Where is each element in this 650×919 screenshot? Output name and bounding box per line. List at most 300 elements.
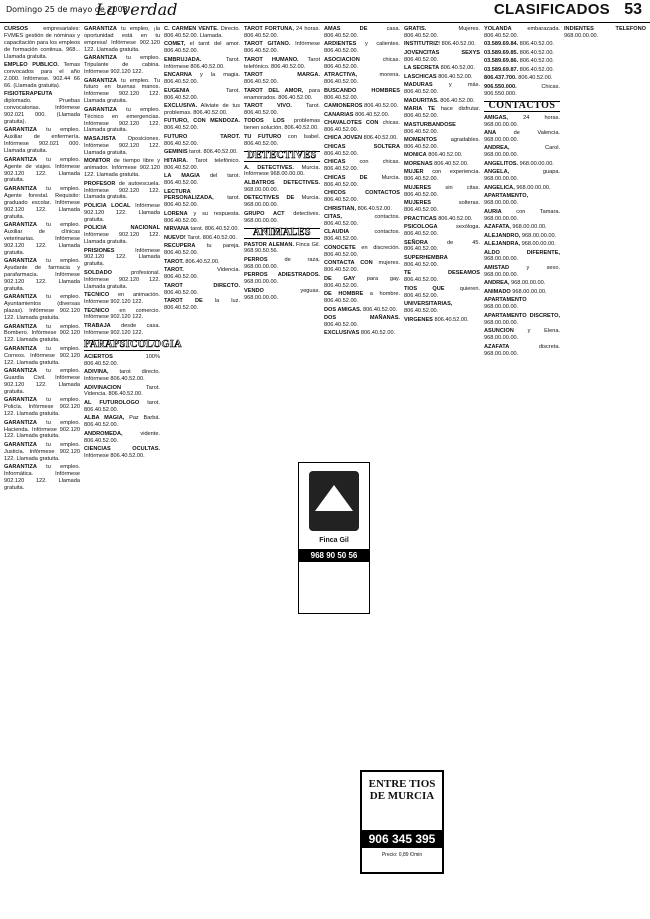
classified-ad: [324, 103, 400, 110]
ad-keyword: GRUPO ACT: [244, 210, 285, 217]
ad-keyword: TECNICO: [84, 307, 110, 314]
entre-tios-murcia-ad: [360, 770, 444, 874]
classified-ad: [324, 41, 400, 55]
ad-text: tu empleo. Ayudante de farmacia y parafarmacia. Infórmese 902.120 122. Llamada gratuita.: [4, 258, 80, 292]
ad-text: tu empleo. Auxiliar de clínicas veterinarias. Infórmese 902.120 122. Llamada gratuita.: [4, 222, 80, 256]
ad-keyword: ARDIENTES: [324, 41, 357, 48]
classified-ad: [244, 242, 320, 256]
ad-text: tu empleo. Agente de viajes. Infórmese 902.120 122. Llamada gratuita.: [4, 156, 80, 184]
ad-text: tu empleo. Tripulante de cabina. Infórmese 902.120 122.: [84, 55, 160, 76]
classified-ad: [244, 272, 320, 286]
classified-ad: [484, 169, 560, 183]
ad-text: casa. 806.40.52.00.: [324, 26, 400, 39]
classified-ad: [484, 58, 560, 65]
ad-keyword: COMET,: [164, 41, 186, 48]
ad-text: tu empleo. Hacienda. Infórmese 902.120 122. Llamada gratuita.: [4, 419, 80, 440]
classified-ad: [324, 214, 400, 228]
ad-text: 968.00.00.00.: [564, 32, 599, 39]
classified-ad: [484, 209, 560, 223]
classified-ad: [164, 235, 240, 242]
ad-keyword: INDIENTES TELEFONO: [564, 26, 646, 32]
ad-text: y calientes. 806.40.52.00.: [324, 41, 400, 55]
ads-list: [84, 354, 160, 460]
ad-keyword: DETECTIVES DE: [244, 195, 295, 202]
ad-keyword: GARANTIZA: [4, 464, 37, 471]
classified-ad: [324, 315, 400, 329]
ad-text: con experiencia. 806.40.52.00.: [404, 169, 480, 183]
ad-keyword: AMIGAS,: [484, 114, 508, 121]
ads-list: [244, 26, 320, 148]
ad-keyword: CHICAS: [324, 159, 346, 166]
ad-text: 806.40.52.00.: [324, 94, 359, 101]
ad-text: Infórmese 902.120 122. Llamada gratuita.: [84, 232, 160, 246]
ad-text: tu empleo. Guardia Civil. Infórmese 902.120 122. Llamada gratuita.: [4, 368, 80, 395]
ad-keyword: ENCARNA: [164, 72, 192, 79]
column-3: [164, 26, 240, 914]
classified-ad: [4, 346, 80, 367]
ad-keyword: GRATIS.: [404, 26, 427, 32]
classified-ad: [4, 324, 80, 345]
classified-ad: [164, 298, 240, 312]
ad-keyword: 806.437.700.: [484, 75, 517, 82]
ad-text: 24 horas. 968.00.00.00.: [484, 114, 560, 128]
ad-keyword: FISIOTERAPEUTA: [4, 91, 53, 98]
ad-text: 806.40.52.00.: [356, 205, 392, 212]
classified-ad: [244, 165, 320, 179]
ad-text: Tarot. 806.40.52.00.: [244, 103, 320, 116]
ad-text: 806.40.52.00.: [362, 135, 398, 142]
classified-ad: [484, 75, 560, 82]
classified-ad: [244, 88, 320, 102]
ads-list: [4, 26, 80, 492]
classified-ad: [4, 186, 80, 221]
ad-keyword: MADURITAS.: [404, 97, 439, 104]
ad-keyword: GARANTIZA: [4, 397, 37, 404]
ad-keyword: EMPLEO PUBLICO.: [4, 62, 59, 69]
classified-ad: [324, 276, 400, 290]
ad-keyword: MONICA: [404, 152, 427, 159]
ad-keyword: ALDO DIFERENTE,: [484, 249, 560, 256]
ad-text: 968.00.00.00.: [510, 288, 547, 295]
classified-ad: [84, 415, 160, 429]
ad-text: tu empleo. Correos. Infórmese 902.120 122. Llamada gratuita.: [4, 345, 80, 366]
classified-ad: [404, 286, 480, 300]
classified-ad: [564, 26, 646, 40]
ad-text: desde casa. Infórmese 902.120 122.: [84, 322, 160, 336]
ad-keyword: GARANTIZA: [4, 185, 37, 192]
classified-ad: [244, 103, 320, 117]
finca-gil-ad: [298, 462, 370, 614]
ad-text: agradables. 806.40.52.00.: [404, 137, 480, 150]
ad-keyword: 03.589.69.85.: [484, 49, 519, 56]
ad-keyword: SUPERHEMBRA: [404, 254, 448, 261]
ad-keyword: VENDO: [244, 287, 264, 294]
classified-ad: [164, 158, 240, 172]
classified-ad: [84, 323, 160, 337]
classified-ad: [84, 431, 160, 445]
ad-text: 806.40.52.00.: [164, 125, 199, 132]
ad-keyword: ASOCIACION: [324, 56, 360, 63]
ad-text: 806.40.52.00.: [440, 41, 476, 48]
classified-ad: [84, 55, 160, 76]
ad-keyword: GARANTIZA: [84, 106, 117, 113]
ad-text: 24 horas. 806.40.52.00.: [244, 26, 320, 39]
ad-text: tarot directo. Infórmese 806.40.52.00.: [84, 369, 160, 382]
classified-ad: [404, 41, 480, 48]
classified-ad: [324, 330, 400, 337]
ads-list: [324, 26, 400, 337]
ad-keyword: DOS AMIGAS.: [324, 306, 362, 313]
ad-keyword: CITAS,: [324, 214, 342, 221]
section-heading-animales: ANIMALES: [244, 228, 320, 239]
classified-ad: [484, 344, 560, 358]
classified-ad: [84, 446, 160, 460]
ad-keyword: TAROT DE: [164, 298, 203, 304]
classified-ad: [164, 118, 240, 132]
ad-keyword: APARTAMENTO DISCRETO,: [484, 312, 560, 319]
classified-ad: [324, 88, 400, 102]
ad-text: y su respuesta. 806.40.52.00.: [164, 210, 240, 224]
ad-keyword: ALEJANDRO,: [484, 232, 521, 239]
classified-ad: [84, 107, 160, 135]
classified-ad: [4, 368, 80, 396]
ad-keyword: PRISIONES: [84, 247, 115, 254]
ad-keyword: CHICOS CONTACTOS: [324, 190, 400, 197]
classified-ad: [484, 26, 560, 40]
classified-ad: [84, 400, 160, 414]
ad-keyword: MARIA TE: [404, 106, 435, 113]
ad-keyword: LA MAGIA: [164, 173, 200, 180]
classified-ad: [4, 397, 80, 418]
ad-text: 806.40.52.00.: [426, 152, 463, 159]
ad-text: 806.40.52.00.: [359, 330, 396, 337]
ad-text: 968.00.00.00.: [518, 160, 554, 167]
classified-ad: [164, 134, 240, 148]
ad-keyword: TAROT.: [164, 267, 184, 274]
ad-keyword: GARANTIZA: [84, 77, 117, 84]
classified-ad: [404, 82, 480, 96]
ad-keyword: EUGENIA: [164, 87, 190, 94]
ad-text: 806.40.52.00.: [164, 140, 199, 147]
classified-ad: [484, 297, 560, 311]
section-heading-parapsicologia: PARAPSICOLOGIA: [84, 338, 182, 350]
ad-text: tu empleo. Tu futuro en buenas manos. Infórmese 902.120 122. Llamada gratuita.: [84, 77, 160, 105]
ad-keyword: CHICA JOVEN: [324, 135, 363, 142]
ad-text: guapa. 968.00.00.00.: [484, 169, 560, 183]
section-heading-contactos: CONTACTOS: [484, 101, 560, 112]
ad-keyword: MUJERES: [404, 200, 432, 207]
classified-ad: [404, 216, 480, 223]
classified-ad: [324, 112, 400, 119]
ad-keyword: ALBA MAGIA,: [84, 415, 125, 422]
ad-text: 806.40.52.00.: [404, 128, 439, 135]
ad-keyword: GARANTIZA: [4, 258, 37, 265]
classified-ad: [324, 229, 400, 243]
ad-keyword: GARANTIZA: [4, 323, 37, 330]
classified-ad: [324, 72, 400, 86]
ad-text: Tarot. Infórmese 806.40.52.00.: [164, 56, 240, 70]
ad-keyword: ANDREA,: [484, 280, 510, 287]
ad-keyword: LA SECRETA: [404, 65, 440, 72]
classified-ad: [484, 67, 560, 74]
classified-ad: [404, 301, 480, 315]
ad-text: tarot. 806.40.52.00.: [188, 226, 240, 233]
ad-text: Murcia. Infórmese 968.00.00.00.: [244, 164, 320, 178]
ad-keyword: EXCLUSIVAS: [324, 330, 360, 337]
ad-keyword: ANGELICA,: [484, 184, 515, 191]
ad-text: Temas convocados para el año 2.000. Infórmese. 902.44 66 66. (Llamada gratuita).: [4, 62, 80, 89]
ad-keyword: 03.589.69.86.: [484, 58, 519, 65]
ad-keyword: ALEJANDRA,: [484, 241, 521, 248]
ad-keyword: ANIMADO: [484, 288, 511, 295]
classified-ad: [244, 211, 320, 225]
ad-text: Oposiciones. Infórmese 902.120 122. Llamada gratuita.: [84, 135, 160, 156]
classified-ad: [404, 200, 480, 214]
ad-keyword: MONITOR: [84, 158, 111, 165]
ad-text: con Tamara. 968.00.00.00.: [484, 208, 560, 222]
ad-text: 806.40.52.00.: [438, 97, 475, 104]
classified-ad: [484, 115, 560, 129]
classified-ad: [404, 169, 480, 183]
classified-ad: [404, 270, 480, 284]
ad-text: Paz Barbá. 806.40.52.00.: [84, 415, 160, 429]
ad-text: 968.00.00.00.: [244, 186, 279, 193]
ad-text: de autoescuela. Infórmese 902.120 122. Llamada gratuita.: [84, 180, 160, 201]
ad-text: del tarot. 806.40.52.00.: [164, 173, 240, 187]
ads-list: [484, 26, 560, 98]
ad-text: tu empleo. Ayuntamientos (diversas plazas). Infórmese 902.120 122. Llamada gratuita.: [4, 294, 80, 321]
classified-ad: [324, 120, 400, 134]
ad-text: de raza. 968.00.00.00.: [244, 256, 320, 270]
ad-keyword: MOMENTOS: [404, 137, 437, 144]
ad-keyword: ANDROMEDA,: [84, 430, 123, 437]
ad-text: 806.40.52.00.: [518, 58, 554, 65]
ad-keyword: GARANTIZA: [4, 419, 37, 426]
ad-text: de 45. 806.40.52.00.: [404, 239, 480, 253]
ad-text: chicas. 806.40.52.00.: [324, 56, 400, 70]
ad-text: 806.40.52.00.: [361, 306, 398, 313]
ad-text: Tarot. 806.40.52.00.: [185, 234, 237, 241]
ad-keyword: FUTURO TAROT.: [164, 133, 240, 140]
ad-text: contactos. 806.40.52.00.: [324, 214, 400, 227]
ad-text: tu empleo, ¡la oportunidad está en tu empresa! Infórmese 902.120 122. Llamada gratuita.: [84, 26, 160, 53]
finca-logo-image: [309, 471, 359, 531]
classified-ad: [164, 41, 240, 55]
ad-text: a hombre. 806.40.52.00.: [324, 291, 401, 304]
ad-keyword: A. DETECTIVES.: [244, 164, 294, 171]
classified-ad: [164, 267, 240, 281]
ad-keyword: PRACTICAS: [404, 215, 437, 222]
ad-keyword: POLICIA NACIONAL: [84, 225, 160, 232]
ad-keyword: ANGELA,: [484, 169, 510, 176]
ad-text: Tarot telefónico. 806.40.52.00.: [164, 157, 240, 171]
header-brand: La verdad: [96, 0, 178, 19]
ad-keyword: MADURAS: [404, 82, 433, 89]
ads-list: [164, 26, 240, 312]
ad-keyword: ATRACTIVA,: [324, 72, 358, 79]
classified-ad: [244, 195, 320, 209]
classified-ad: [84, 78, 160, 106]
classified-ad: [484, 265, 560, 279]
ad-keyword: MASTURBANDOSE: [404, 121, 456, 128]
ad-keyword: GARANTIZA: [4, 345, 37, 352]
classified-ad: [244, 41, 320, 55]
classified-ad: [404, 224, 480, 238]
ad-keyword: 03.589.69.84.: [484, 41, 519, 48]
classified-ad: [4, 62, 80, 90]
ad-text: Directo. 806.40.52.00. Llamada.: [164, 26, 240, 39]
classified-ad: [4, 464, 80, 492]
ad-keyword: DE GAY: [324, 275, 356, 282]
ad-keyword: ADIVINA,: [84, 369, 109, 376]
ad-keyword: LECTURA PERSONALIZADA,: [164, 188, 214, 202]
classified-ad: [244, 72, 320, 86]
ad-text: vidente. 806.40.52.00.: [84, 430, 160, 444]
page-header: [0, 0, 650, 23]
ad-keyword: CHRISTIAN,: [324, 205, 357, 212]
ad-keyword: TODOS LOS: [244, 118, 285, 125]
ad-text: 806.40.52.00.: [518, 49, 554, 56]
ad-text: 806.40.52.00.: [183, 258, 220, 265]
classified-ad: [404, 152, 480, 159]
classified-ad: [324, 144, 400, 158]
ad-text: 968.00.00.00.: [484, 200, 519, 207]
ad-keyword: INSTITUTRIZ!: [404, 41, 441, 48]
classified-ad: [484, 233, 560, 240]
ad-keyword: GARANTIZA: [4, 368, 37, 375]
classified-ad: [404, 74, 480, 81]
classified-ad: [4, 157, 80, 185]
ad-keyword: NUEVO!: [164, 234, 186, 241]
classified-ad: [84, 385, 160, 399]
classified-ad: [484, 224, 560, 231]
ad-text: de Valencia. 968.00.00.00.: [484, 130, 560, 143]
ad-keyword: HITAIRA.: [164, 157, 188, 164]
ad-text: 806.40.52.00.: [404, 56, 439, 63]
ad-text: Aliviate de tus problemas. 806.40.52.00.: [164, 103, 240, 116]
ad-text: 968.00.00.00.: [509, 280, 546, 287]
classified-ad: [484, 84, 560, 98]
classified-ad: [324, 57, 400, 71]
classified-ad: [484, 130, 560, 144]
ad-text: sexóloga. 806.40.52.00.: [404, 224, 480, 238]
ad-keyword: TAROT.: [164, 258, 184, 265]
ad-text: 968.00.00.00.: [520, 241, 556, 248]
ad-keyword: PERROS: [244, 256, 268, 263]
ad-keyword: GARANTIZA: [4, 156, 37, 163]
ad-keyword: DE HOMBRE: [324, 291, 364, 298]
ad-text: hace disfrutar. 806.40.52.00.: [404, 106, 480, 120]
ad-keyword: CONTACTA CON: [324, 260, 373, 267]
ad-keyword: AL FUTUROLOGO: [84, 399, 140, 406]
ad-text: en comercio. Infórmese 902.120 122.: [84, 307, 160, 321]
ad-keyword: LORENA: [164, 210, 188, 217]
classified-ad: [324, 307, 400, 314]
ad-text: Infórmese 902.120 122. Llamada gratuita.: [84, 247, 160, 268]
ad-text: para enamorados. 806.40.52.00.: [244, 87, 320, 101]
ad-text: en animación. Infórmese 902.120 122.: [84, 292, 160, 306]
classified-ad: [164, 72, 240, 86]
ad-text: tarot. 806.40.52.00.: [84, 399, 160, 413]
classified-ad: [84, 369, 160, 383]
classified-ad: [404, 26, 480, 40]
ad-keyword: 03.589.69.87.: [484, 66, 519, 73]
classified-ad: [404, 255, 480, 269]
classified-ad: [4, 258, 80, 293]
finca-phone: 968 90 50 56: [299, 549, 369, 562]
classified-ad: [164, 226, 240, 233]
ad-text: 806.40.52.00.: [362, 103, 399, 110]
ad-keyword: AMAS DE: [324, 26, 368, 32]
ad-text: Infórmese 806.40.52.00.: [84, 453, 145, 460]
ad-keyword: TAROT DEL AMOR,: [244, 87, 304, 94]
ad-keyword: ANGELITOS.: [484, 160, 519, 167]
murcia-ad-title: ENTRE TIOS DE MURCIA: [368, 778, 436, 802]
classified-ad: [484, 50, 560, 57]
ad-keyword: VIRGENES: [404, 316, 433, 323]
ad-text: 100% 806.40.52.00.: [84, 353, 160, 367]
classified-ad: [244, 26, 320, 40]
ad-keyword: TAROT HUMANO.: [244, 56, 299, 63]
ad-keyword: GARANTIZA: [84, 26, 117, 32]
ad-text: en discreción. 806.40.52.00.: [324, 244, 400, 258]
ad-text: morena. 806.40.52.00.: [324, 72, 400, 86]
classified-ad: [4, 442, 80, 463]
ad-text: 968.00.00.00.: [484, 256, 519, 263]
ad-keyword: TAROT GITANO.: [244, 41, 291, 48]
classified-ad: [244, 57, 320, 71]
classified-ad: [324, 190, 400, 204]
ad-keyword: LASCHICAS: [404, 73, 437, 80]
classified-ad: [324, 135, 400, 142]
ad-text: 968.00.00.00.: [484, 304, 519, 311]
classified-ad: [84, 354, 160, 368]
ad-keyword: CHICAS SOLTERA: [324, 143, 400, 150]
ad-keyword: CONOCETE: [324, 244, 356, 251]
column-7: [484, 26, 560, 914]
classified-ad: [404, 106, 480, 120]
ad-keyword: 906.550.000.: [484, 83, 517, 90]
classified-ad: [404, 317, 480, 324]
ad-text: Murcia. 806.40.52.00.: [324, 174, 400, 188]
classified-ad: [4, 294, 80, 322]
ad-text: 806.40.52.00.: [432, 160, 469, 167]
ad-keyword: GARANTIZA: [4, 294, 37, 301]
ad-text: tarot. 806.40.52.00.: [187, 149, 238, 156]
ad-text: Chicas. 906.550.000.: [484, 83, 560, 97]
ad-keyword: CLAUDIA: [324, 229, 350, 236]
ad-text: de tiempo libre y animador. Infórmese 902.120 122. Llamada gratuita.: [84, 158, 160, 179]
header-date: Domingo 25 de mayo de 2003: [6, 5, 128, 14]
ad-keyword: MUJER: [404, 169, 424, 176]
classified-ad: [244, 118, 320, 132]
classified-ad: [244, 134, 320, 148]
classified-ad: [4, 91, 80, 126]
classified-ad: [484, 161, 560, 168]
classified-ad: [164, 26, 240, 40]
classified-ad: [324, 26, 400, 40]
classified-ad: [404, 98, 480, 105]
classified-ad: [484, 41, 560, 48]
column-1: [4, 26, 80, 914]
ad-keyword: CURSOS: [4, 26, 28, 32]
ad-keyword: EXCLUSIVA.: [164, 103, 198, 110]
ad-text: tu empleo. Agente forestal. Requisito: graduado escolar. Infórmese 902.120 122. Llamada gratuita.: [4, 185, 80, 220]
classified-ad: [404, 122, 480, 136]
ad-keyword: EMBRUJADA.: [164, 56, 202, 63]
ad-keyword: BUSCANDO HOMBRES: [324, 87, 400, 94]
ad-text: tu empleo. Bombero. Infórmese 902.120 122. Llamada gratuita.: [4, 323, 80, 344]
